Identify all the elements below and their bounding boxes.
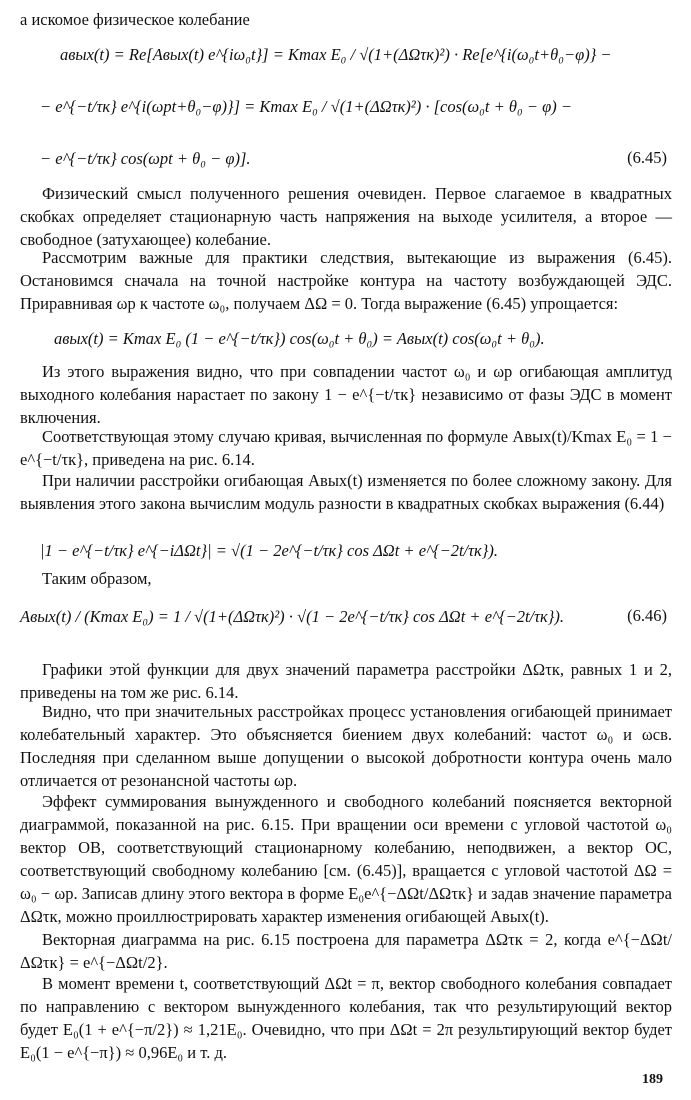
paragraph-beating: Видно, что при значительных расстройках процесс установления огибающей принимает колебательный характер. Это объясняется биением двух колебаний: частот ω₀ и ωсв. Последняя при сделанном выше допущении о высокой добротности контура очень мало отличается от резонансной частоты ωр.	[20, 702, 672, 790]
paragraph-thus: Таким образом,	[42, 569, 152, 588]
equation-6-45-line-3: − e^{−t/τк} cos(ωрt + θ₀ − φ)].	[40, 149, 251, 168]
equation-6-45-line-2: − e^{−t/τк} e^{i(ωрt+θ₀−φ)}] = Kmax E₀ / √(1+(ΔΩτк)²) · [cos(ω₀t + θ₀ − φ) −	[40, 97, 572, 116]
page-number: 189	[642, 1072, 663, 1087]
paragraph-vector-diagram: Эффект суммирования вынужденного и свободного колебаний поясняется векторной диаграммой, показанной на рис. 6.15. При вращении оси времени с угловой частотой ω₀ вектор OB, соответствующий стационарному колебанию, неподвижен, а вектор OC, соответствующий свободному колебанию [см. (6.45)], вращается с угловой частотой ΔΩ = ω₀ − ωр. Записав длину этого вектора в форме E₀e^{−ΔΩt/ΔΩτк} и задав значение параметра ΔΩτк, можно проиллюстрировать характер изменения огибающей Aвых(t).	[20, 792, 672, 926]
equation-number-6-45: (6.45)	[627, 148, 667, 167]
paragraph-graphs: Графики этой функции для двух значений параметра расстройки ΔΩτк, равных 1 и 2, приведены на том же рис. 6.14.	[20, 660, 672, 702]
equation-simplified: aвых(t) = Kmax E₀ (1 − e^{−t/τк}) cos(ω₀t + θ₀) = Aвых(t) cos(ω₀t + θ₀).	[54, 329, 545, 348]
equation-number-6-46: (6.46)	[627, 606, 667, 625]
paragraph-curve-formula: Соответствующая этому случаю кривая, вычисленная по формуле Aвых(t)/Kmax E₀ = 1 − e^{−t/τк}, приведена на рис. 6.14.	[20, 427, 672, 469]
equation-6-45-line-1: aвых(t) = Re[Aвых(t) e^{iω₀t}] = Kmax E₀ / √(1+(ΔΩτк)²) · Re[e^{i(ω₀t+θ₀−φ)} −	[60, 45, 612, 64]
paragraph-envelope-growth: Из этого выражения видно, что при совпадении частот ω₀ и ωр огибающая амплитуд выходного колебания нарастает по закону 1 − e^{−t/τк} независимо от фазы ЭДС в момент включения.	[20, 362, 672, 427]
paragraph-consequences: Рассмотрим важные для практики следствия, вытекающие из выражения (6.45). Остановимся сначала на точной настройке контура на частоту возбуждающей ЭДС. Приравнивая ωр к частоте ω₀, получаем ΔΩ = 0. Тогда выражение (6.45) упрощается:	[20, 248, 672, 313]
intro-line: а искомое физическое колебание	[20, 10, 250, 29]
paragraph-physical-meaning: Физический смысл полученного решения очевиден. Первое слагаемое в квадратных скобках определяет стационарную часть напряжения на выходе усилителя, а второе — свободное (затухающее) колебание.	[20, 184, 672, 249]
paragraph-detuning: При наличии расстройки огибающая Aвых(t) изменяется по более сложному закону. Для выявления этого закона вычислим модуль разности в квадратных скобках выражения (6.44)	[20, 471, 672, 513]
paragraph-result-vector: В момент времени t, соответствующий ΔΩt = π, вектор свободного колебания совпадает по направлению с вектором вынужденного колебания, так что результирующий вектор будет E₀(1 + e^{−π/2}) ≈ 1,21E₀. Очевидно, что при ΔΩt = 2π результирующий вектор будет E₀(1 − e^{−π}) ≈ 0,96E₀ и т. д.	[20, 974, 672, 1062]
equation-modulus: |1 − e^{−t/τк} e^{−iΔΩt}| = √(1 − 2e^{−t/τк} cos ΔΩt + e^{−2t/τк}).	[40, 541, 498, 560]
paragraph-diagram-parameter: Векторная диаграмма на рис. 6.15 построена для параметра ΔΩτк = 2, когда e^{−ΔΩt/ΔΩτк} = e^{−ΔΩt/2}.	[20, 930, 672, 972]
equation-6-46: Aвых(t) / (Kmax E₀) = 1 / √(1+(ΔΩτк)²) · √(1 − 2e^{−t/τк} cos ΔΩt + e^{−2t/τк}).	[20, 607, 564, 626]
